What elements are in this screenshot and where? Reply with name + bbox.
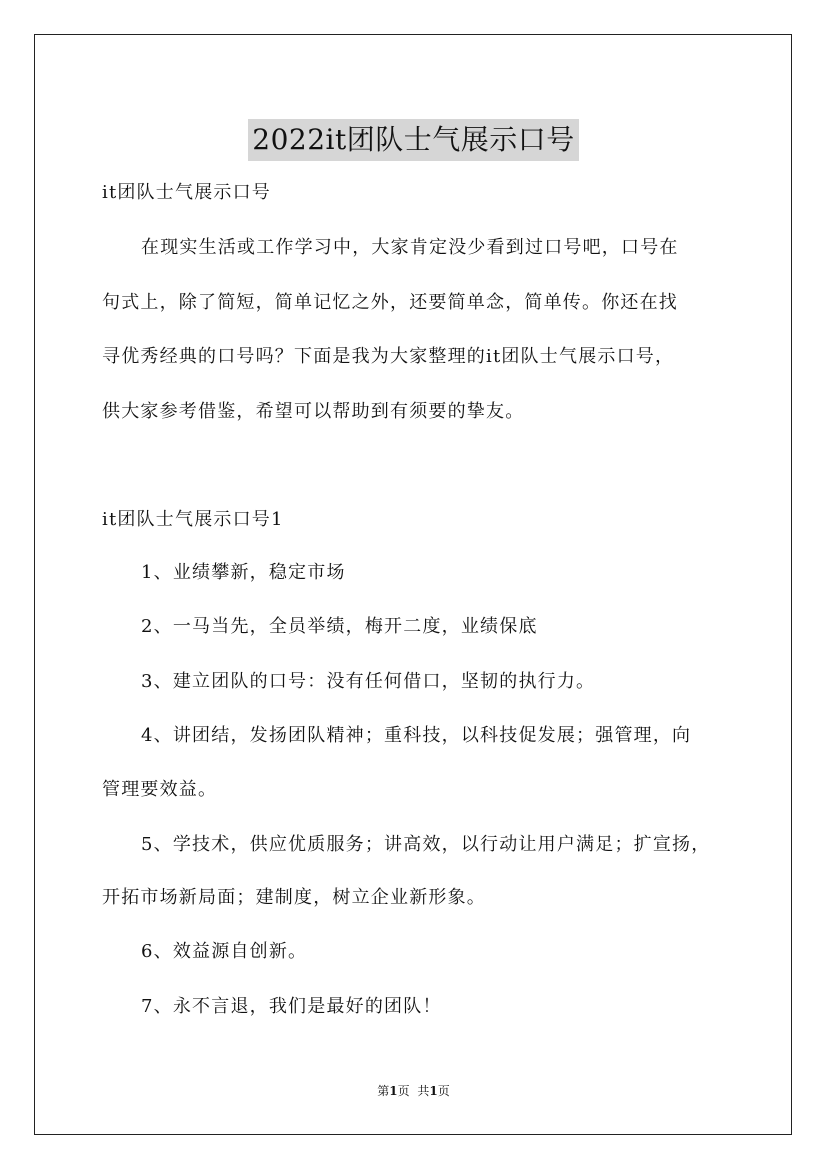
- section-heading: it团队士气展示口号1: [102, 509, 284, 530]
- title-container: [0, 100, 827, 180]
- list-item-3: 3、建立团队的口号：没有任何借口，坚韧的执行力。: [141, 671, 596, 692]
- page-number: 1: [389, 1084, 398, 1098]
- document-title: 2022it团队士气展示口号: [248, 119, 578, 161]
- list-item-4-line-1: 4、讲团结，发扬团队精神；重科技，以科技促发展；强管理，向: [141, 725, 692, 746]
- total-prefix: 共: [417, 1084, 430, 1098]
- intro-line-2: 句式上，除了简短，简单记忆之外，还要简单念，简单传。你还在找: [102, 292, 678, 313]
- list-item-5-line-2: 开拓市场新局面；建制度，树立企业新形象。: [102, 887, 486, 908]
- page-prefix: 第: [377, 1084, 390, 1098]
- list-item-1: 1、业绩攀新，稳定市场: [141, 562, 346, 583]
- intro-line-4: 供大家参考借鉴，希望可以帮助到有须要的挚友。: [102, 401, 525, 422]
- page-suffix: 页: [397, 1084, 410, 1098]
- intro-line-3: 寻优秀经典的口号吗？下面是我为大家整理的it团队士气展示口号，: [102, 346, 675, 367]
- total-suffix: 页: [437, 1084, 450, 1098]
- subtitle: it团队士气展示口号: [102, 182, 271, 203]
- list-item-6: 6、效益源自创新。: [141, 941, 308, 962]
- total-pages: 1: [429, 1084, 438, 1098]
- list-item-5-line-1: 5、学技术，供应优质服务；讲高效，以行动让用户满足；扩宣扬，: [141, 834, 711, 855]
- list-item-4-line-2: 管理要效益。: [102, 779, 218, 800]
- page-footer: [0, 1083, 827, 1099]
- list-item-2: 2、一马当先，全员举绩，梅开二度，业绩保底: [141, 616, 538, 637]
- list-item-7: 7、永不言退，我们是最好的团队！: [141, 996, 442, 1017]
- intro-line-1: 在现实生活或工作学习中，大家肯定没少看到过口号吧，口号在: [141, 237, 679, 258]
